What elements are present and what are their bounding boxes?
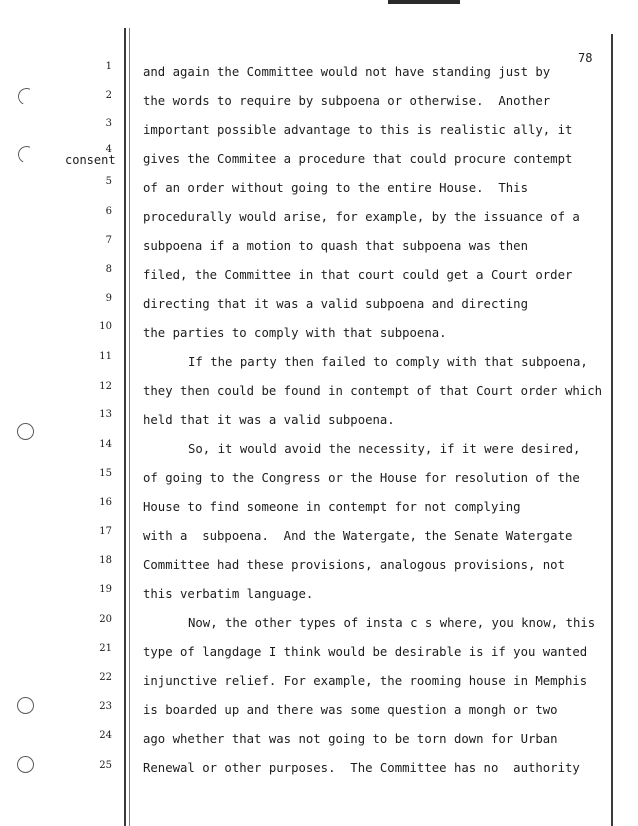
- line-number: 12: [99, 381, 112, 392]
- line-number: 25: [99, 760, 112, 771]
- transcript-line: ago whether that was not going to be torn down for Urban: [143, 732, 558, 746]
- transcript-line: type of langdage I think would be desirable is if you wanted: [143, 645, 588, 659]
- line-number: 16: [99, 497, 112, 508]
- line-number: 15: [99, 468, 112, 479]
- punch-hole-icon: [16, 144, 38, 166]
- left-margin-rule: [124, 28, 126, 826]
- punch-hole-icon: [17, 756, 34, 773]
- punch-hole-icon: [17, 697, 34, 714]
- line-number: 14: [99, 439, 112, 450]
- transcript-line: of going to the Congress or the House for resolution of the: [143, 471, 580, 485]
- transcript-line: injunctive relief. For example, the rooming house in Memphis: [143, 674, 588, 688]
- line-number: 10: [99, 321, 112, 332]
- right-margin-rule: [611, 34, 613, 826]
- line-number: 6: [105, 206, 112, 217]
- transcript-line: gives the Commitee a procedure that could procure contempt: [143, 152, 573, 166]
- line-number: 2: [105, 90, 112, 101]
- transcript-line: Renewal or other purposes. The Committee has no authority: [143, 761, 580, 775]
- line-number: 22: [99, 672, 112, 683]
- punch-hole-icon: [17, 423, 34, 440]
- transcript-line: this verbatim language.: [143, 587, 314, 601]
- transcript-line: directing that it was a valid subpoena and directing: [143, 297, 528, 311]
- transcript-line: procedurally would arise, for example, by the issuance of a: [143, 210, 580, 224]
- top-edge-mark: [388, 0, 460, 4]
- transcript-line: filed, the Committee in that court could get a Court order: [143, 268, 573, 282]
- margin-note: consent: [65, 153, 116, 167]
- transcript-line: important possible advantage to this is realistic ally, it: [143, 123, 573, 137]
- line-number: 5: [105, 176, 112, 187]
- line-number: 24: [99, 730, 112, 741]
- transcript-line: subpoena if a motion to quash that subpoena was then: [143, 239, 528, 253]
- transcript-line: of an order without going to the entire House. This: [143, 181, 528, 195]
- line-number: 18: [99, 555, 112, 566]
- line-number: 19: [99, 584, 112, 595]
- line-number: 1: [105, 61, 112, 72]
- transcript-line: they then could be found in contempt of that Court order which: [143, 384, 603, 398]
- left-margin-rule-inner: [129, 28, 130, 826]
- page-number: 78: [578, 51, 593, 65]
- line-number: 7: [105, 235, 112, 246]
- line-number: 9: [105, 293, 112, 304]
- line-number: 4: [105, 144, 112, 155]
- transcript-line: Now, the other types of insta c s where, you know, this: [188, 616, 596, 630]
- transcript-line: with a subpoena. And the Watergate, the Senate Watergate: [143, 529, 573, 543]
- line-number: 11: [99, 351, 112, 362]
- line-number: 3: [105, 118, 112, 129]
- transcript-line: held that it was a valid subpoena.: [143, 413, 395, 427]
- line-number: 20: [99, 614, 112, 625]
- transcript-line: the words to require by subpoena or otherwise. Another: [143, 94, 551, 108]
- punch-hole-icon: [16, 86, 38, 108]
- line-number: 23: [99, 701, 112, 712]
- line-number: 17: [99, 526, 112, 537]
- transcript-line: House to find someone in contempt for not complying: [143, 500, 521, 514]
- transcript-line: Committee had these provisions, analogous provisions, not: [143, 558, 565, 572]
- line-number: 13: [99, 409, 112, 420]
- transcript-line: If the party then failed to comply with that subpoena,: [188, 355, 588, 369]
- line-number: 21: [99, 643, 112, 654]
- transcript-line: and again the Committee would not have standing just by: [143, 65, 551, 79]
- transcript-line: the parties to comply with that subpoena.: [143, 326, 447, 340]
- line-number: 8: [105, 264, 112, 275]
- transcript-line: is boarded up and there was some question a mongh or two: [143, 703, 558, 717]
- transcript-line: So, it would avoid the necessity, if it were desired,: [188, 442, 581, 456]
